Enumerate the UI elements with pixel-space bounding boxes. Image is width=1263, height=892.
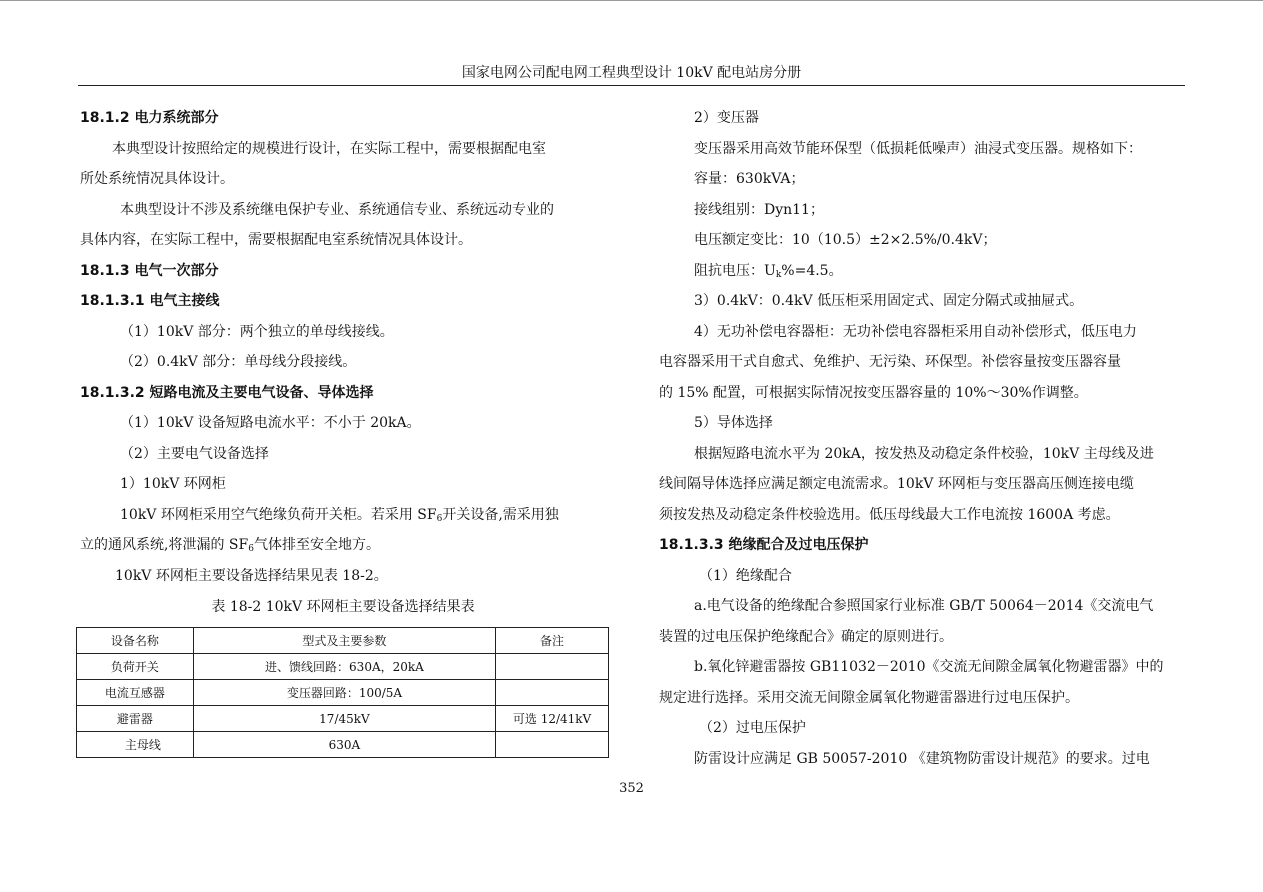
table-cell: 17/45kV <box>193 706 495 732</box>
paragraph-line: 10kV 环网柜主要设备选择结果见表 18-2。 <box>115 567 388 584</box>
equipment-table <box>76 627 609 758</box>
paragraph-line: 须按发热及动稳定条件校验选用。低压母线最大工作电流按 1600A 考虑。 <box>659 506 1120 523</box>
table-cell <box>496 732 609 758</box>
paragraph-line: 具体内容，在实际工程中，需要根据配电室系统情况具体设计。 <box>80 232 472 248</box>
paragraph-line: 10kV 环网柜采用空气绝缘负荷开关柜。若采用 $SF_6$开关设备,需采用独 <box>120 506 559 524</box>
list-item: （2）主要电气设备选择 <box>120 445 269 462</box>
sub-heading: 1）10kV 环网柜 <box>120 476 226 492</box>
section-heading-18-1-3-1: 18.1.3.1 电气主接线 <box>80 293 220 309</box>
sub-heading: 2）变压器 <box>694 110 759 126</box>
table-cell: 主母线 <box>77 732 194 758</box>
table-cell: 可选 12/41kV <box>496 706 609 732</box>
paragraph-line: a.电气设备的绝缘配合参照国家行业标准 GB/T 50064－2014《交流电气 <box>694 598 1154 614</box>
sub-heading: 5）导体选择 <box>694 415 773 431</box>
list-item: （2）过电压保护 <box>699 720 806 736</box>
paragraph-line: 变压器采用高效节能环保型（低损耗低噪声）油浸式变压器。规格如下： <box>694 140 1142 157</box>
spec-line: 容量：630kVA； <box>694 171 805 187</box>
table-cell <box>496 680 609 706</box>
right-column <box>659 103 1189 774</box>
top-border-line <box>0 0 1263 1</box>
paragraph-line: b.氧化锌避雷器按 GB11032－2010《交流无间隙金属氧化物避雷器》中的 <box>694 659 1164 675</box>
section-heading-18-1-2: 18.1.2 电力系统部分 <box>80 110 219 126</box>
table-cell <box>496 654 609 680</box>
table-row <box>77 706 609 732</box>
table-header-cell: 型式及主要参数 <box>193 628 495 654</box>
list-item: （2）0.4kV 部分：单母线分段接线。 <box>120 354 357 370</box>
spec-line: 接线组别：Dyn11； <box>694 201 824 218</box>
table-cell: 进、馈线回路：630A，20kA <box>193 654 495 680</box>
spec-line: 阻抗电压：$U_k\%=4.5$。 <box>694 262 843 280</box>
section-heading-18-1-3: 18.1.3 电气一次部分 <box>80 262 219 279</box>
paragraph-line: 3）0.4kV：0.4kV 低压柜采用固定式、固定分隔式或抽屉式。 <box>694 293 1084 309</box>
table-cell: 变压器回路：100/5A <box>193 680 495 706</box>
list-item: （1）10kV 设备短路电流水平：不小于 20kA。 <box>120 415 421 431</box>
paragraph-line: 本典型设计按照给定的规模进行设计，在实际工程中，需要根据配电室 <box>112 140 546 157</box>
paragraph-line: 4）无功补偿电容器柜：无功补偿电容器柜采用自动补偿形式，低压电力 <box>694 323 1137 340</box>
paragraph-line: 防雷设计应满足 GB 50057-2010 《建筑物防雷设计规范》的要求。过电 <box>694 750 1150 767</box>
list-item: （1）10kV 部分：两个独立的单母线接线。 <box>120 323 394 340</box>
paragraph-line: 本典型设计不涉及系统继电保护专业、系统通信专业、系统远动专业的 <box>120 201 554 218</box>
left-column <box>80 103 610 591</box>
table-header-row <box>77 628 609 654</box>
paragraph-line: 线间隔导体选择应满足额定电流需求。10kV 环网柜与变压器高压侧连接电缆 <box>659 476 1134 492</box>
table-cell: 电流互感器 <box>77 680 194 706</box>
paragraph-line: 根据短路电流水平为 20kA，按发热及动稳定条件校验，10kV 主母线及进 <box>694 445 1154 462</box>
spec-line: 电压额定变比：10（10.5）±2×2.5%/0.4kV； <box>694 232 997 248</box>
paragraph-line: 规定进行选择。采用交流无间隙金属氧化物避雷器进行过电压保护。 <box>659 689 1079 706</box>
table-cell: 负荷开关 <box>77 654 194 680</box>
paragraph-line: 装置的过电压保护绝缘配合》确定的原则进行。 <box>659 628 953 645</box>
paragraph-line: 的 15% 配置，可根据实际情况按变压器容量的 10%～30%作调整。 <box>659 384 1088 401</box>
list-item: （1）绝缘配合 <box>699 567 792 584</box>
table-row <box>77 680 609 706</box>
table-cell: 避雷器 <box>77 706 194 732</box>
table-caption: 表 18-2 10kV 环网柜主要设备选择结果表 <box>211 599 475 615</box>
table-header-cell: 备注 <box>496 628 609 654</box>
table-cell: 630A <box>193 732 495 758</box>
section-heading-18-1-3-2: 18.1.3.2 短路电流及主要电气设备、导体选择 <box>80 384 374 401</box>
table-row <box>77 654 609 680</box>
paragraph-line: 电容器采用干式自愈式、免维护、无污染、环保型。补偿容量按变压器容量 <box>659 354 1121 370</box>
page-number: 352 <box>619 781 644 796</box>
section-heading-18-1-3-3: 18.1.3.3 绝缘配合及过电压保护 <box>659 537 869 553</box>
table-header-cell: 设备名称 <box>77 628 194 654</box>
paragraph-line: 立的通风系统,将泄漏的 $SF_6$气体排至安全地方。 <box>80 537 380 554</box>
paragraph-line: 所处系统情况具体设计。 <box>80 171 234 187</box>
header-divider <box>78 85 1185 86</box>
table-row <box>77 732 609 758</box>
page-header-title: 国家电网公司配电网工程典型设计 10kV 配电站房分册 <box>461 65 802 81</box>
